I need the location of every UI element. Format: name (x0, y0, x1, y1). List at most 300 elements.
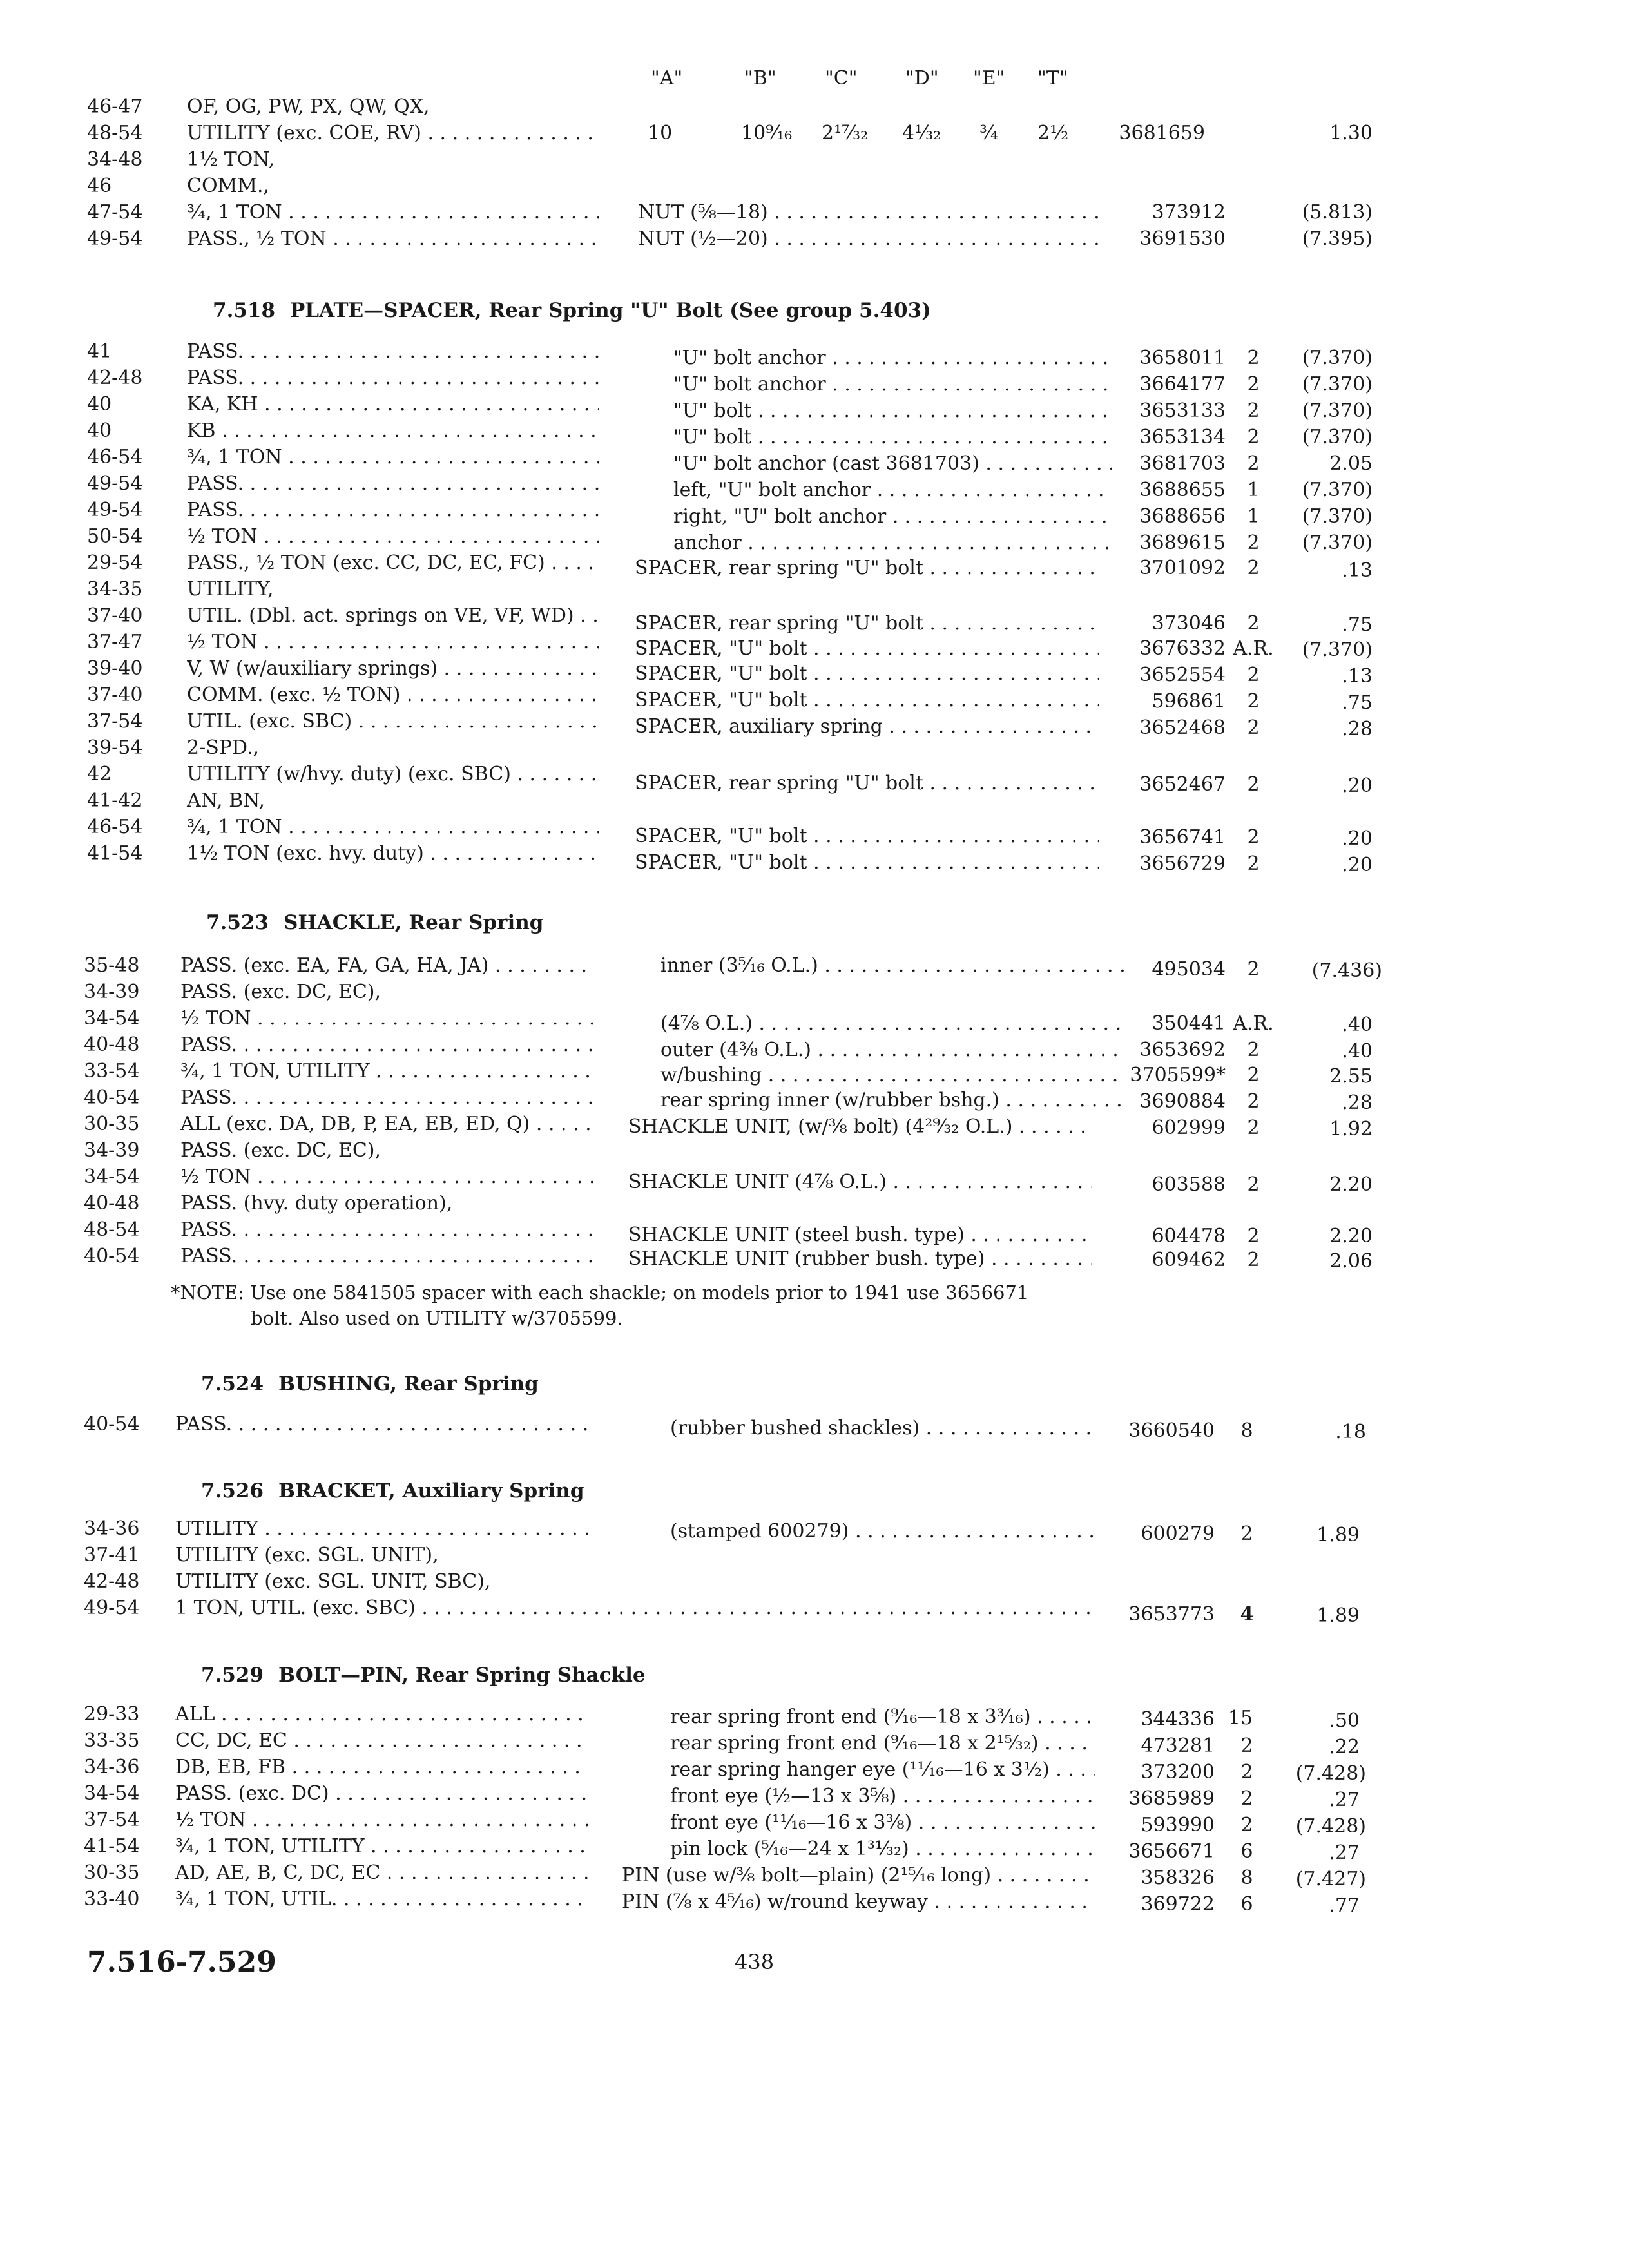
table-row (0, 814, 1629, 850)
model: PASS. . . . (180, 1243, 593, 1270)
dim-b: 10⁹⁄₁₆ (741, 122, 793, 144)
description: right, "U" bolt anchor . . . (673, 503, 1112, 530)
model: PASS., ½ TON . . . (187, 226, 599, 253)
table-row (0, 1111, 1629, 1138)
quantity: 2 (1247, 373, 1260, 396)
model: ALL (exc. DA, DB, P, EA, EB, ED, Q) . . . (180, 1111, 593, 1138)
part-number: 3681659 (1119, 122, 1205, 144)
year: 47-54 (87, 201, 143, 224)
description: (stamped 600279) . . . (670, 1518, 1095, 1545)
model: PASS. (exc. EA, FA, GA, HA, JA) . . . (180, 952, 593, 979)
description: rear spring hanger eye (¹¹⁄₁₆—16 x 3½) . . . (670, 1756, 1095, 1783)
quantity: 2 (1240, 1761, 1253, 1783)
description: PIN (use w/⅜ bolt—plain) (2¹⁵⁄₁₆ long) . . . (622, 1862, 1095, 1889)
section-number: 7.523 (206, 911, 269, 934)
price: (7.428) (1295, 1762, 1366, 1785)
table-row (0, 1515, 1629, 1546)
table-row (0, 391, 1629, 422)
year: 30-35 (84, 1113, 140, 1135)
model: ¾, 1 TON, UTILITY . . . (175, 1833, 588, 1860)
description: "U" bolt anchor . . . (673, 371, 1112, 398)
model: ¾, 1 TON, UTILITY . . . (180, 1058, 593, 1085)
description: "U" bolt anchor . . . (673, 345, 1112, 372)
year: 29-54 (87, 552, 143, 574)
model: ½ TON . . . (180, 1164, 593, 1191)
table-row (0, 1807, 1629, 1838)
price: (7.370) (1302, 479, 1373, 501)
table-row (0, 1833, 1629, 1864)
col-header-b: "B" (744, 67, 776, 90)
table-row (0, 576, 1629, 603)
col-header-a: "A" (651, 67, 683, 90)
section-title: BOLT—PIN, Rear Spring Shackle (278, 1664, 646, 1687)
table-row (0, 1137, 1629, 1164)
model: 1½ TON (exc. hvy. duty) . . . (187, 840, 599, 867)
description: inner (3⁵⁄₁₆ O.L.) . . . (660, 952, 1124, 979)
description: SPACER, rear spring "U" bolt . . . (635, 770, 1099, 797)
part-number: 344336 (1141, 1708, 1215, 1731)
dim-e: ³⁄₄ (979, 122, 999, 144)
model: UTILITY, (187, 578, 274, 601)
year: 34-36 (84, 1756, 140, 1778)
year: 40-48 (84, 1033, 140, 1056)
description: SPACER, "U" bolt . . . (635, 635, 1099, 662)
table-row (0, 444, 1629, 475)
year: 34-39 (84, 981, 140, 1003)
quantity: 8 (1240, 1867, 1253, 1889)
model: UTILITY (exc. SGL. UNIT, SBC), (175, 1570, 491, 1593)
table-row (0, 1058, 1629, 1088)
quantity: 2 (1240, 1787, 1253, 1810)
model: UTILITY (exc. SGL. UNIT), (175, 1544, 439, 1566)
price: .13 (1342, 665, 1373, 687)
quantity: 1 (1247, 505, 1260, 528)
price: .13 (1342, 559, 1373, 582)
model: CC, DC, EC . . . (175, 1727, 588, 1754)
model: KA, KH . . . (187, 391, 599, 418)
description: SHACKLE UNIT (rubber bush. type) . . . (628, 1245, 1092, 1273)
part-number: 3689615 (1139, 532, 1226, 554)
model: DB, EB, FB . . . (175, 1754, 588, 1781)
col-header-c: "C" (825, 67, 858, 90)
description: SPACER, "U" bolt . . . (635, 660, 1099, 687)
table-row (0, 952, 1629, 982)
model: UTIL. (exc. SBC) . . . (187, 708, 599, 735)
part-number: 596861 (1152, 690, 1226, 713)
description: (4⅞ O.L.) . . . (660, 1010, 1124, 1037)
quantity: 2 (1247, 690, 1260, 713)
year: 39-40 (87, 657, 143, 680)
note-line-2: bolt. Also used on UTILITY w/3705599. (251, 1307, 623, 1329)
page-range-footer: 7.516-7.529 (87, 1946, 276, 1979)
description: SPACER, "U" bolt . . . (635, 687, 1099, 714)
year: 49-54 (87, 227, 143, 250)
table-row (0, 655, 1629, 687)
table-row (0, 1701, 1629, 1732)
model: ¾, 1 TON . . . (187, 814, 599, 841)
model: OF, OG, PW, PX, QW, QX, (187, 95, 430, 118)
part-number: 603588 (1152, 1173, 1226, 1196)
price: .27 (1329, 1789, 1360, 1811)
description: SPACER, auxiliary spring . . . (635, 713, 1099, 740)
model: PASS. (hvy. duty operation), (180, 1192, 453, 1215)
model: COMM. (exc. ½ TON) . . . (187, 682, 599, 709)
part-number: 3688655 (1139, 479, 1226, 501)
table-row (0, 1886, 1629, 1917)
part-number: 3653773 (1118, 1601, 1215, 1628)
col-header-e: "E" (973, 67, 1005, 90)
description: (rubber bushed shackles) . . . (670, 1415, 1095, 1442)
quantity: 2 (1247, 452, 1260, 475)
price: .40 (1342, 1040, 1373, 1062)
part-number: 3653134 (1139, 426, 1226, 448)
quantity: 2 (1247, 852, 1260, 875)
year: 41-54 (84, 1835, 140, 1858)
quantity: 8 (1240, 1419, 1253, 1442)
section-heading (201, 1478, 584, 1504)
quantity: 2 (1247, 532, 1260, 554)
model: ½ TON . . . (187, 523, 599, 550)
year: 49-54 (84, 1597, 140, 1619)
part-number: 373046 (1152, 612, 1226, 635)
price: (7.370) (1302, 532, 1373, 554)
price: .18 (1335, 1421, 1366, 1443)
part-number: 3653133 (1139, 399, 1226, 422)
year: 34-54 (84, 1166, 140, 1188)
year: 41 (87, 340, 112, 363)
model: PASS. . . . (180, 1084, 593, 1111)
quantity: 2 (1247, 399, 1260, 422)
part-number: 593990 (1141, 1814, 1215, 1836)
price: (7.370) (1302, 373, 1373, 396)
model: UTIL. (Dbl. act. springs on VE, VF, WD) . . . (187, 602, 599, 629)
part-number: 3652468 (1139, 716, 1226, 739)
table-row (0, 418, 1629, 448)
year: 37-54 (84, 1809, 140, 1831)
model: AN, BN, (187, 789, 265, 812)
quantity: 1 (1247, 479, 1260, 501)
year: 48-54 (84, 1218, 140, 1241)
price: .77 (1329, 1894, 1360, 1917)
section-number: 7.526 (201, 1479, 264, 1503)
part-number: 3685989 (1128, 1787, 1215, 1810)
year: 33-54 (84, 1060, 140, 1082)
description: rear spring front end (⁹⁄₁₆—18 x 2¹⁵⁄₃₂) . . . (670, 1730, 1095, 1757)
table-row (0, 497, 1629, 528)
table-row (0, 682, 1629, 714)
table-row (0, 1860, 1629, 1890)
year: 39-54 (87, 736, 143, 759)
description: SHACKLE UNIT (steel bush. type) . . . (628, 1222, 1092, 1249)
section-number: 7.518 (213, 299, 276, 322)
part-number: 3688656 (1139, 505, 1226, 528)
year: 34-39 (84, 1139, 140, 1162)
price: (7.370) (1302, 426, 1373, 448)
part-number: 369722 (1141, 1893, 1215, 1916)
year: 46 (87, 175, 112, 197)
part-number: 373912 (1152, 201, 1226, 224)
description: SHACKLE UNIT (4⅞ O.L.) . . . (628, 1169, 1092, 1196)
section-title: SHACKLE, Rear Spring (284, 911, 544, 934)
year: 33-35 (84, 1729, 140, 1752)
section-heading (201, 1662, 646, 1688)
year: 49-54 (87, 472, 143, 495)
quantity: 2 (1247, 716, 1260, 739)
quantity: 2 (1247, 1249, 1260, 1271)
quantity: 2 (1247, 1173, 1260, 1196)
description: pin lock (⁵⁄₁₆—24 x 1³¹⁄₃₂) . . . (670, 1836, 1095, 1863)
part-number: 3656729 (1139, 852, 1226, 875)
price: 2.20 (1329, 1225, 1373, 1247)
quantity: A.R. (1233, 1012, 1274, 1035)
price: (7.370) (1302, 347, 1373, 369)
description: left, "U" bolt anchor . . . (673, 477, 1112, 504)
model: ¾, 1 TON, UTIL. . . . (175, 1886, 588, 1913)
year: 49-54 (87, 499, 143, 521)
description: front eye (½—13 x 3⅝) . . . (670, 1783, 1095, 1810)
model: PASS. (exc. DC) . . . (175, 1780, 588, 1807)
price: .75 (1342, 691, 1373, 714)
year: 34-54 (84, 1007, 140, 1030)
part-number: 3656741 (1139, 826, 1226, 849)
section-title: PLATE—SPACER, Rear Spring "U" Bolt (See group 5.403) (290, 299, 931, 322)
model: AD, AE, B, C, DC, EC . . . (175, 1860, 588, 1887)
section-number: 7.529 (201, 1664, 264, 1687)
model: PASS. . . . (187, 338, 599, 365)
quantity: 2 (1247, 347, 1260, 369)
price: 2.05 (1329, 452, 1373, 475)
model: ½ TON . . . (175, 1807, 588, 1834)
quantity: 2 (1247, 1064, 1260, 1086)
quantity: 2 (1247, 1090, 1260, 1113)
part-number: 3660540 (1128, 1419, 1215, 1442)
year: 37-40 (87, 684, 143, 706)
year: 46-47 (87, 95, 143, 118)
part-number: 3652467 (1139, 773, 1226, 796)
table-row (0, 629, 1629, 661)
table-row (0, 1568, 1629, 1595)
model: 1½ TON, (187, 148, 275, 171)
year: 40-54 (84, 1413, 140, 1436)
section-title: BUSHING, Rear Spring (278, 1372, 539, 1396)
quantity: 2 (1240, 1523, 1253, 1545)
part-number: 3701092 (1139, 557, 1226, 579)
year: 42 (87, 763, 112, 785)
table-row (0, 1032, 1629, 1062)
description: "U" bolt . . . (673, 398, 1112, 425)
note-line-1: *NOTE: Use one 5841505 spacer with each shackle; on models prior to 1941 use 3656671 (171, 1282, 1029, 1303)
price: .28 (1342, 718, 1373, 740)
price: (7.370) (1302, 399, 1373, 422)
price: (7.428) (1295, 1815, 1366, 1838)
year: 34-48 (87, 148, 143, 171)
part-number: 3691530 (1139, 227, 1226, 250)
year: 46-54 (87, 816, 143, 838)
table-row (0, 226, 1629, 253)
part-number: 358326 (1141, 1867, 1215, 1889)
part-number: 3656671 (1128, 1840, 1215, 1863)
year: 41-42 (87, 789, 143, 812)
description: w/bushing . . . (660, 1062, 1124, 1089)
section-number: 7.524 (201, 1372, 264, 1396)
quantity: 2 (1247, 1117, 1260, 1139)
dim-d: 4¹⁄₃₂ (902, 122, 941, 144)
model: ALL . . . (175, 1701, 588, 1728)
price: .28 (1342, 1091, 1373, 1114)
table-row (0, 1727, 1629, 1758)
price: .40 (1342, 1014, 1373, 1036)
dim-t: 2½ (1037, 122, 1069, 144)
table-row (0, 523, 1629, 554)
price: (7.370) (1302, 505, 1373, 528)
description: NUT (½—20) . . . (638, 226, 1102, 253)
table-row (0, 787, 1629, 814)
quantity: 15 (1228, 1707, 1253, 1729)
model: PASS. . . . (175, 1411, 588, 1438)
description: SPACER, "U" bolt . . . (635, 823, 1099, 850)
quantity: 2 (1240, 1814, 1253, 1836)
quantity: 4 (1240, 1603, 1254, 1626)
year: 40-54 (84, 1086, 140, 1109)
model: COMM., (187, 175, 270, 197)
col-header-d: "D" (905, 67, 939, 90)
table-row (0, 1190, 1629, 1217)
table-row (0, 199, 1629, 226)
price: (7.395) (1302, 227, 1373, 250)
model: UTILITY (exc. COE, RV) . . . (187, 120, 599, 147)
year: 48-54 (87, 122, 143, 144)
year: 40 (87, 419, 112, 442)
part-number: 3676332 (1139, 637, 1226, 660)
model: 1 TON, UTIL. (exc. SBC) . . . (175, 1595, 1097, 1622)
price: (7.427) (1295, 1868, 1366, 1890)
quantity: 2 (1247, 1039, 1260, 1061)
price: .75 (1342, 613, 1373, 636)
model: ½ TON . . . (187, 629, 599, 656)
table-row (0, 1780, 1629, 1811)
model: PASS. . . . (187, 365, 599, 392)
year: 37-41 (84, 1544, 140, 1566)
model: PASS. . . . (187, 470, 599, 497)
table-row (0, 1243, 1629, 1273)
model: PASS. . . . (180, 1032, 593, 1059)
year: 30-35 (84, 1861, 140, 1884)
section-heading (201, 1371, 539, 1397)
price: .50 (1329, 1709, 1360, 1732)
price: (7.370) (1302, 639, 1373, 661)
price: 2.06 (1329, 1250, 1373, 1273)
table-row (0, 338, 1629, 369)
quantity: 2 (1240, 1735, 1253, 1757)
table-row (0, 470, 1629, 501)
model: KB . . . (187, 418, 599, 445)
quantity: 2 (1247, 426, 1260, 448)
quantity: 2 (1247, 826, 1260, 849)
model: PASS. . . . (180, 1216, 593, 1244)
section-heading (213, 298, 931, 323)
table-row (0, 840, 1629, 876)
part-number: 600279 (1141, 1523, 1215, 1545)
year: 42-48 (84, 1570, 140, 1593)
year: 34-36 (84, 1517, 140, 1540)
table-row (0, 735, 1629, 762)
price: 1.89 (1316, 1524, 1360, 1546)
price: 1.89 (1316, 1604, 1360, 1627)
year: 50-54 (87, 525, 143, 548)
part-number: 373200 (1141, 1761, 1215, 1783)
part-number: 3658011 (1139, 347, 1226, 369)
model: UTILITY . . . (175, 1515, 588, 1542)
model: 2-SPD., (187, 736, 260, 759)
part-number: 609462 (1152, 1249, 1226, 1271)
quantity: 2 (1247, 664, 1260, 686)
year: 34-35 (87, 578, 143, 601)
model: ¾, 1 TON . . . (187, 199, 599, 226)
part-number: 3664177 (1139, 373, 1226, 396)
part-number: 3705599* (1130, 1064, 1226, 1086)
price: .20 (1342, 774, 1373, 797)
description: outer (4⅜ O.L.) . . . (660, 1037, 1124, 1064)
section-note (171, 1280, 1202, 1331)
price: .22 (1329, 1736, 1360, 1758)
table-row (0, 93, 1629, 120)
part-number: 473281 (1141, 1735, 1215, 1757)
description: SPACER, rear spring "U" bolt . . . (635, 610, 1099, 637)
year: 42-48 (87, 367, 143, 389)
part-number: 604478 (1152, 1225, 1226, 1247)
part-number: 350441 (1152, 1012, 1226, 1035)
table-row (0, 979, 1629, 1006)
table-row (0, 1754, 1629, 1785)
quantity: A.R. (1233, 637, 1274, 660)
description: "U" bolt . . . (673, 424, 1112, 451)
table-row (0, 1542, 1629, 1569)
model: ½ TON . . . (180, 1005, 593, 1032)
section-heading (206, 910, 543, 936)
year: 46-54 (87, 446, 143, 468)
part-number: 3681703 (1139, 452, 1226, 475)
quantity: 2 (1247, 1225, 1260, 1247)
model: PASS., ½ TON (exc. CC, DC, EC, FC) . . . (187, 550, 599, 577)
description: "U" bolt anchor (cast 3681703) . . . (673, 450, 1112, 477)
year: 34-54 (84, 1782, 140, 1805)
price: 2.55 (1329, 1065, 1373, 1088)
table-row (0, 550, 1629, 582)
description: front eye (¹¹⁄₁₆—16 x 3⅜) . . . (670, 1809, 1095, 1836)
part-number: 602999 (1152, 1117, 1226, 1139)
quantity: 6 (1240, 1840, 1253, 1863)
price: (7.436) (1311, 959, 1382, 982)
table-row (0, 1411, 1629, 1443)
dim-a: 10 (648, 122, 673, 144)
section-title: BRACKET, Auxiliary Spring (278, 1479, 584, 1503)
year: 29-33 (84, 1703, 140, 1725)
description: rear spring inner (w/rubber bshg.) . . . (660, 1087, 1124, 1114)
table-row (0, 146, 1629, 173)
part-number: 3690884 (1139, 1090, 1226, 1113)
price: 1.30 (1329, 122, 1373, 144)
model: UTILITY (w/hvy. duty) (exc. SBC) . . . (187, 761, 599, 788)
table-row (0, 173, 1629, 200)
table-row (0, 1005, 1629, 1036)
part-number: 495034 (1152, 958, 1226, 981)
page-number: 438 (735, 1950, 775, 1974)
table-row (0, 602, 1629, 636)
table-row (0, 1216, 1629, 1247)
table-row (0, 365, 1629, 396)
price: 1.92 (1329, 1118, 1373, 1140)
description: rear spring front end (⁹⁄₁₆—18 x 3³⁄₁₆) . . . (670, 1704, 1095, 1731)
